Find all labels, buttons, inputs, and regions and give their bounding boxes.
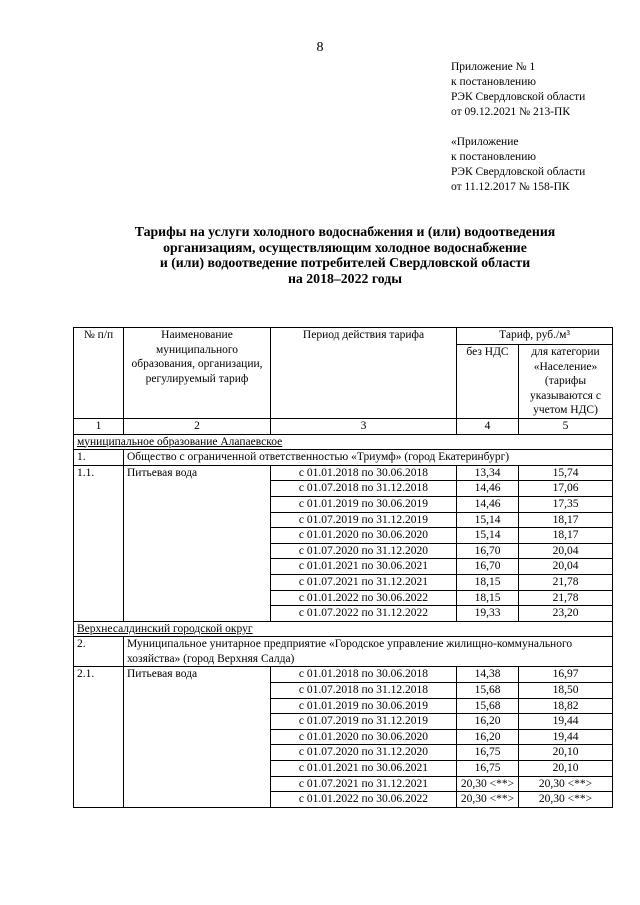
tariff-no-vat: 18,15 (457, 590, 519, 606)
section-title: муниципальное образование Алапаевское (74, 434, 613, 450)
section-row (74, 621, 613, 637)
tariff-no-vat: 14,46 (457, 481, 519, 497)
tariff-population: 19,44 (519, 714, 613, 730)
tariff-period: с 01.07.2021 по 31.12.2021 (271, 776, 457, 792)
tariff-no-vat: 20,30 <**> (457, 792, 519, 808)
tariff-no-vat: 19,33 (457, 606, 519, 622)
header-tariff: Тариф, руб./м³ (457, 328, 613, 345)
column-number: 3 (271, 418, 457, 434)
tariff-population: 17,06 (519, 481, 613, 497)
appendix-line: Приложение № 1 (451, 61, 536, 73)
tariff-no-vat: 16,75 (457, 761, 519, 777)
organization-row (74, 450, 613, 466)
tariff-population: 19,44 (519, 729, 613, 745)
tariff-population: 17,35 (519, 496, 613, 512)
header-name: Наименование муниципального образования, организации, регулируемый тариф (124, 328, 271, 419)
tariff-population: 20,04 (519, 559, 613, 575)
org-name: Муниципальное унитарное предприятие «Городское управление жилищно-коммунального хозяйства» (город Верхняя Салда) (124, 637, 613, 667)
tariff-population: 20,10 (519, 745, 613, 761)
tariff-period: с 01.01.2018 по 30.06.2018 (271, 667, 457, 683)
document-title (60, 224, 630, 286)
tariff-no-vat: 16,20 (457, 729, 519, 745)
org-number: 2. (74, 637, 124, 667)
tariff-period: с 01.07.2022 по 31.12.2022 (271, 606, 457, 622)
tariff-no-vat: 15,14 (457, 528, 519, 544)
tariff-no-vat: 15,68 (457, 698, 519, 714)
appendix-line: «Приложение (451, 136, 519, 148)
item-name: Питьевая вода (124, 465, 271, 621)
tariff-no-vat: 15,68 (457, 683, 519, 699)
page-number: 8 (316, 40, 324, 55)
tariff-population: 18,82 (519, 698, 613, 714)
tariff-period: с 01.07.2020 по 31.12.2020 (271, 745, 457, 761)
header-period: Период действия тарифа (271, 328, 457, 419)
tariff-population: 18,17 (519, 528, 613, 544)
item-number: 2.1. (74, 667, 124, 807)
tariff-period: с 01.01.2022 по 30.06.2022 (271, 792, 457, 808)
organization-row (74, 637, 613, 667)
tariff-period: с 01.07.2019 по 31.12.2019 (271, 512, 457, 528)
tariff-no-vat: 16,20 (457, 714, 519, 730)
tariff-period: с 01.01.2018 по 30.06.2018 (271, 465, 457, 481)
header-no: № п/п (74, 328, 124, 419)
table-row (74, 465, 613, 481)
tariff-population: 15,74 (519, 465, 613, 481)
tariff-population: 21,78 (519, 590, 613, 606)
section-title: Верхнесалдинский городской округ (74, 621, 613, 637)
appendix-line: от 09.12.2021 № 213-ПК (451, 106, 571, 118)
tariff-population: 20,10 (519, 761, 613, 777)
title-line: на 2018–2022 годы (287, 270, 402, 286)
tariff-population: 20,30 <**> (519, 776, 613, 792)
tariff-table (73, 327, 613, 808)
tariff-population: 18,50 (519, 683, 613, 699)
tariff-period: с 01.07.2018 по 31.12.2018 (271, 683, 457, 699)
tariff-population: 23,20 (519, 606, 613, 622)
header-no-vat: без НДС (457, 345, 519, 419)
tariff-period: с 01.01.2022 по 30.06.2022 (271, 590, 457, 606)
tariff-population: 16,97 (519, 667, 613, 683)
title-line: и (или) водоотведение потребителей Свердловской области (159, 255, 531, 270)
appendix-line: к постановлению (451, 151, 536, 163)
column-number: 2 (124, 418, 271, 434)
column-number: 5 (519, 418, 613, 434)
tariff-no-vat: 16,70 (457, 559, 519, 575)
item-name: Питьевая вода (124, 667, 271, 807)
tariff-period: с 01.01.2019 по 30.06.2019 (271, 496, 457, 512)
appendix-line: РЭК Свердловской области (451, 166, 586, 178)
org-name: Общество с ограниченной ответственностью «Триумф» (город Екатеринбург) (124, 450, 613, 466)
tariff-no-vat: 16,75 (457, 745, 519, 761)
header-population: для категории «Население» (тарифы указываются с учетом НДС) (519, 345, 613, 419)
tariff-period: с 01.01.2021 по 30.06.2021 (271, 559, 457, 575)
appendix-note (451, 60, 585, 195)
org-number: 1. (74, 450, 124, 466)
tariff-population: 21,78 (519, 574, 613, 590)
tariff-period: с 01.01.2021 по 30.06.2021 (271, 761, 457, 777)
appendix-line: РЭК Свердловской области (451, 91, 586, 103)
column-number: 1 (74, 418, 124, 434)
tariff-period: с 01.07.2018 по 31.12.2018 (271, 481, 457, 497)
tariff-population: 20,04 (519, 543, 613, 559)
tariff-period: с 01.01.2020 по 30.06.2020 (271, 528, 457, 544)
tariff-no-vat: 14,38 (457, 667, 519, 683)
tariff-no-vat: 20,30 <**> (457, 776, 519, 792)
tariff-period: с 01.01.2019 по 30.06.2019 (271, 698, 457, 714)
table-row (74, 667, 613, 683)
section-row (74, 434, 613, 450)
title-line: Тарифы на услуги холодного водоснабжения и (или) водоотведения (134, 224, 556, 239)
tariff-no-vat: 16,70 (457, 543, 519, 559)
tariff-period: с 01.07.2019 по 31.12.2019 (271, 714, 457, 730)
appendix-line: от 11.12.2017 № 158-ПК (451, 181, 570, 193)
tariff-population: 18,17 (519, 512, 613, 528)
item-number: 1.1. (74, 465, 124, 621)
tariff-period: с 01.07.2021 по 31.12.2021 (271, 574, 457, 590)
column-number: 4 (457, 418, 519, 434)
tariff-population: 20,30 <**> (519, 792, 613, 808)
tariff-period: с 01.01.2020 по 30.06.2020 (271, 729, 457, 745)
title-line: организациям, осуществляющим холодное водоснабжение (163, 239, 527, 255)
tariff-no-vat: 18,15 (457, 574, 519, 590)
tariff-no-vat: 14,46 (457, 496, 519, 512)
tariff-no-vat: 15,14 (457, 512, 519, 528)
appendix-line: к постановлению (451, 76, 536, 88)
tariff-no-vat: 13,34 (457, 465, 519, 481)
tariff-period: с 01.07.2020 по 31.12.2020 (271, 543, 457, 559)
